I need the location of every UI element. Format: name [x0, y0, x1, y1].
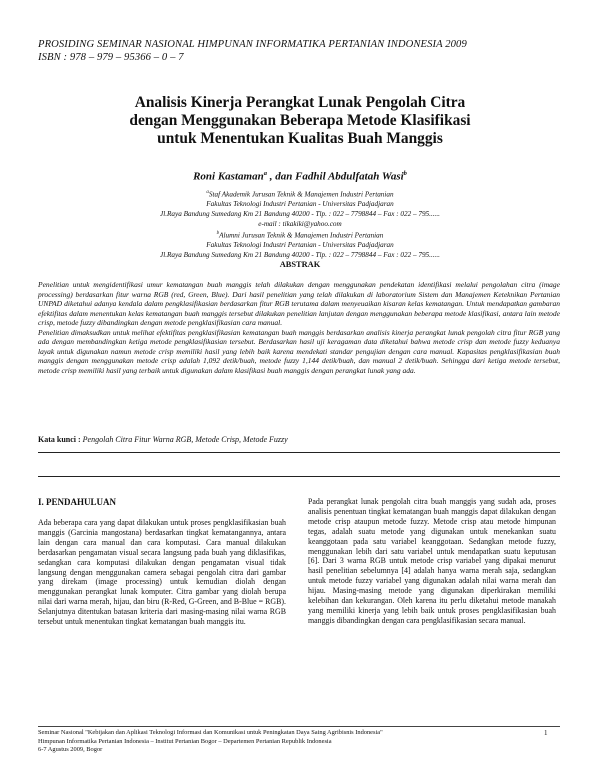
title-line-2: dengan Menggunakan Beberapa Metode Klasifikasi: [129, 112, 471, 129]
author-1: Roni Kastaman: [193, 170, 264, 183]
title-line-3: untuk Menentukan Kualitas Buah Manggis: [157, 130, 443, 147]
page-number: 1: [544, 729, 548, 737]
proceedings-title: PROSIDING SEMINAR NASIONAL HIMPUNAN INFORMATIKA PERTANIAN INDONESIA 2009: [38, 39, 467, 50]
section-heading: I. PENDAHULUAN: [38, 497, 117, 507]
intro-right-paragraph: Pada perangkat lunak pengolah citra buah manggis yang sudah ada, proses analisis penentuan tingkat kematangan buah manggis dapat dilakukan dengan metode crisp ataupun metode fuzzy. Metode crisp atau metode himpunan tegas, adalah suatu metode yang digunakan untuk menekankan suatu keanggotaan pada satu variabel keanggotaan. Sedangkan metode fuzzy, menggunakan lebih dari satu variabel untuk mendapatkan suatu keputusan [6]. Dari 3 warna RGB untuk metode crisp variabel yang dipakai menurut hasil penelitian sebelumnya [4] adalah hanya warna merah saja, sedangkan untuk metode fuzzy variabel yang digunakan adalah nilai warna merah dan hijau. Masing-masing metode yang digunakan diperkirakan memiliki kelebihan dan kekurangan. Oleh karena itu perlu diketahui metode manakah yang memiliki kinerja yang lebih baik untuk proses pengklasifikasian buah manggis dibandingkan dengan cara pengklasifikasian secara manual.: [308, 497, 556, 625]
author-separator: , dan: [266, 170, 296, 183]
running-header: [38, 38, 467, 64]
section-divider: [38, 476, 560, 477]
abstract-paragraph-2: Penelitian dimaksudkan untuk melihat efektifitas pengklasifikasian kematangan buah manggis berdasarkan analisis kinerja perangkat lunak pengolah citra fitur RGB yang ada dengan membandingkan ketiga metode pengklasifikasian tersebut. Berdasarkan hasil uji keragaman data diketahui bahwa metode crisp dan metode fuzzy keduanya layak untuk digunakan namun metode crisp memiliki hasil yang lebih baik karena mendekati standar pengujian dengan cara manual. Kapasitas pengklasifikasian buah manggis dengan menggunakan metode crisp adalah 1,092 detik/buah, metode fuzzy 1,144 detik/buah, dan manual 2 detik/buah. Sehingga dari ketiga metode tersebut, metode crisp memiliki hasil yang terbaik untuk digunakan dalam klasifikasi buah manggis dengan perangkat lunak yang ada.: [38, 327, 560, 375]
keywords: [38, 435, 288, 444]
footer-line-1: Seminar Nasional "Kebijakan dan Aplikasi Teknologi Informasi dan Komunikasi untuk Peningkatan Daya Saing Agribisnis Indonesia": [38, 729, 383, 736]
keywords-divider: [38, 452, 560, 453]
author-2-sup: b: [403, 170, 407, 177]
affiliation-a-line-3: Jl.Raya Bandung Sumedang Km 21 Bandung 40200 - Tlp. : 022 – 7798844 – Fax : 022 – 795......: [160, 210, 440, 219]
keywords-text: Pengolah Citra Fitur Warna RGB, Metode Crisp, Metode Fuzzy: [82, 435, 288, 444]
affiliation-b-sup: b: [216, 231, 220, 236]
affiliation-a-line-1: Staf Akademik Jurusan Teknik & Manajemen Industri Pertanian: [208, 190, 394, 199]
affiliation-b-line-2: Fakultas Teknologi Industri Pertanian - Universitas Padjadjaran: [206, 241, 394, 250]
footer-divider: [38, 726, 560, 727]
affiliation-a-email: e-mail : tikakiki@yahoo.com: [258, 220, 342, 229]
affiliation-a-sup: a: [206, 190, 209, 195]
left-column: [38, 518, 286, 627]
footer-line-2: Himpunan Informatika Pertanian Indonesia – Institut Pertanian Bogor – Departemen Pertanian Republik Indonesia: [38, 737, 332, 745]
right-column: [308, 497, 556, 626]
authors: [60, 170, 540, 183]
affiliation-b: [60, 229, 540, 260]
author-1-sup: a: [263, 170, 267, 177]
title-line-1: Analisis Kinerja Perangkat Lunak Pengolah Citra: [134, 94, 466, 111]
abstract-heading: ABSTRAK: [279, 260, 321, 269]
affiliation-a-line-2: Fakultas Teknologi Industri Pertanian - Universitas Padjadjaran: [206, 200, 394, 209]
footer: [38, 729, 560, 755]
keywords-label: Kata kunci :: [38, 435, 81, 444]
abstract-paragraph-1: Penelitian untuk mengidentifikasi umur kematangan buah manggis telah dilakukan dengan menggunakan pendekatan identifikasi melalui pengolahan citra (image processing) berdasarkan fitur warna RGB (red, Green, Blue). Dari hasil penelitian yang telah dilakukan di laboratorium Sistem dan Manajemen Keteknikan Pertanian UNPAD diketahui adanya kendala dalam pengklasifikasian berdasarkan fitur RGB terutama dalam menyeuaikan kisaran kelas kematangan. Untuk mendapatkan gambaran efektifitas dalam menentukan kelas kematangan buah manggis tersebut dilakukan penelitian lanjutan dengan menggunakan beberapa metode klasifikasi, antara lain metode crisp, metode fuzzy dibandingkan dengan metode pengklasifikasian cara manual.: [38, 280, 560, 328]
intro-left-paragraph: Ada beberapa cara yang dapat dilakukan untuk proses pengklasifikasian buah manggis (Garcinia mangostana) berdasarkan tingkat kematangannya, antara lain dengan cara manual dan cara komputasi. Cara manual dilakukan berdasarkan pengamatan visual secara langsung pada buah yang diklasifikas, sedangkan cara komputasi dilakukan dengan pengamatan visual tidak langsung dengan menggunakan camera sebagai pengolah citra dari gambar yang direkam (image processing) untuk kemudian diolah dengan menggunakan perangkat lunak komputer. Citra gambar yang diolah berupa nilai dari warna merah, hijau, dan biru (R-Red, G-Green, and B-Blue = RGB). Selanjutnya ditentukan batasan kriteria dari masing-masing nilai warna RGB tersebut untuk menentukan tingkat kematangan buah manggis itu.: [38, 518, 286, 627]
paper-title: [60, 94, 540, 148]
affiliation-b-line-3: Jl.Raya Bandung Sumedang Km 21 Bandung 40200 - Tlp. : 022 – 7798844 – Fax : 022 – 795......: [160, 251, 440, 260]
affiliation-a: [60, 188, 540, 229]
footer-line-3: 6-7 Agustus 2009, Bogor: [38, 746, 103, 754]
isbn: ISBN : 978 – 979 – 95366 – 0 – 7: [38, 52, 184, 63]
affiliation-b-line-1: Alumni Jurusan Teknik & Manajemen Industri Pertanian: [219, 231, 384, 240]
abstract-body: [38, 280, 560, 375]
author-2: Fadhil Abdulfatah Wasi: [295, 170, 404, 183]
